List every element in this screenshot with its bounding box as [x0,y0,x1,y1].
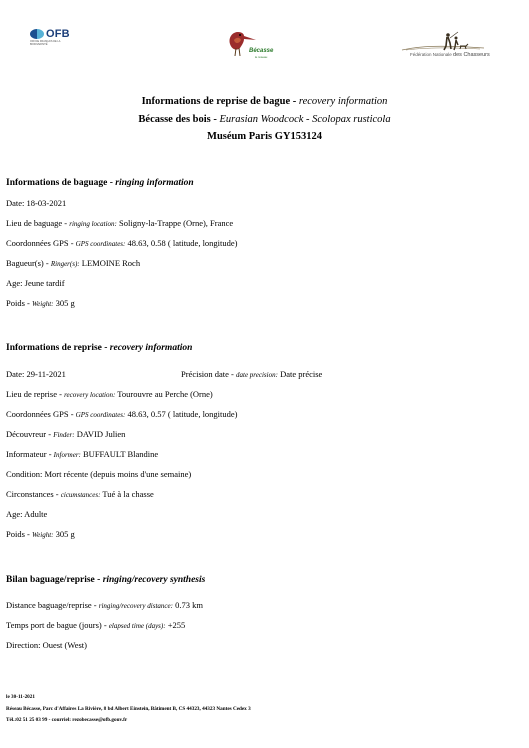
ringing-gps: Coordonnées GPS - GPS coordinates: 48.63, 0.58 ( latitude, longitude) [6,238,238,248]
recovery-date: Date: 29-11-2021 [6,369,66,379]
ringing-ringer: Bagueur(s) - Ringer(s): LEMOINE Roch [6,258,141,268]
ofb-logo-icon [30,29,44,39]
recovery-weight: Poids - Weight: 305 g [6,529,75,539]
ringing-location: Lieu de baguage - ringing location: Soligny-la-Trappe (Orne), France [6,218,234,228]
recovery-informer: Informateur - Informer: BUFFAULT Blandine [6,449,159,459]
ofb-logo [30,28,70,46]
hunters-icon [400,28,485,52]
footer-address: Réseau Bécasse, Parc d'Affaires La Rivière, 8 bd Albert Einstein, Bâtiment B, CS 44323, 44323 Nantes Cedex 3 [6,706,251,712]
federation-logo-text: Fédération Nationale des Chasseurs [410,52,490,58]
title-line-2: Bécasse des bois - Eurasian Woodcock - Scolopax rusticola [138,114,391,125]
synthesis-distance: Distance baguage/reprise - ringing/recovery distance: 0.73 km [6,600,203,610]
title-line-1: Informations de reprise de bague - recovery information [141,96,388,107]
becasse-logo [222,22,282,64]
recovery-heading: Informations de reprise - recovery information [6,343,193,353]
synthesis-elapsed-time: Temps port de bague (jours) - elapsed time (days): +255 [6,620,186,630]
recovery-finder: Découvreur - Finder: DAVID Julien [6,429,126,439]
ofb-logo-subtext: OFFICE FRANÇAIS DE LA BIODIVERSITÉ [30,40,61,46]
synthesis-heading: Bilan baguage/reprise - ringing/recovery synthesis [6,575,206,585]
recovery-location: Lieu de reprise - recovery location: Tourouvre au Perche (Orne) [6,389,213,399]
recovery-date-precision: Précision date - date precision: Date précise [181,369,323,379]
recovery-condition: Condition: Mort récente (depuis moins d'une semaine) [6,469,192,479]
ringing-heading: Informations de baguage - ringing information [6,178,194,188]
ringing-age: Age: Jeune tardif [6,278,65,288]
title-line-3: Muséum Paris GY153124 [207,131,322,142]
footer-contact: Tél.:02 51 25 03 99 - courriel: rezobecasse@ofb.gouv.fr [6,717,128,723]
recovery-age: Age: Adulte [6,509,48,519]
ringing-weight: Poids - Weight: 305 g [6,298,75,308]
becasse-logo-subtext: le réseau [255,55,268,59]
synthesis-direction: Direction: Ouest (West) [6,640,87,650]
footer-date: le 30-11-2021 [6,694,35,700]
recovery-gps: Coordonnées GPS - GPS coordinates: 48.63, 0.57 ( latitude, longitude) [6,409,238,419]
ofb-logo-text: OFB [46,28,70,40]
ringing-date: Date: 18-03-2021 [6,198,67,208]
becasse-logo-text: Bécasse [249,48,274,54]
federation-logo [400,28,490,62]
recovery-circumstances: Circonstances - cicumstances: Tué à la chasse [6,489,154,499]
